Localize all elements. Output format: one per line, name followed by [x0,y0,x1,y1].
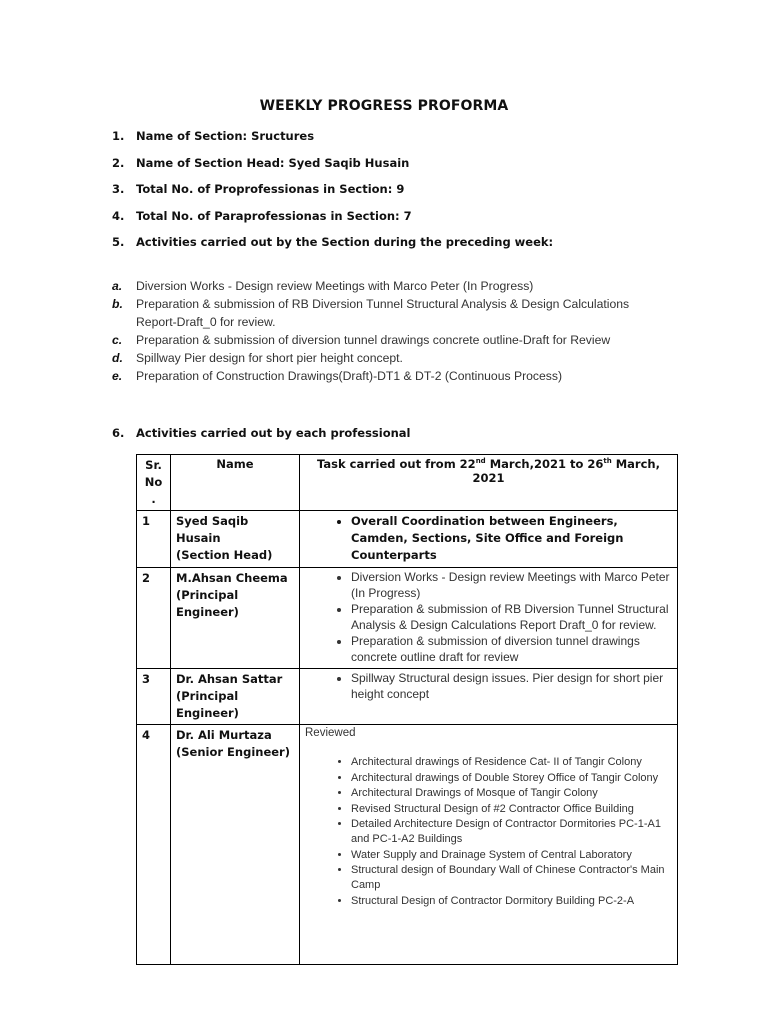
table-row [137,511,678,568]
task-item: • Overall Coordination between Engineers, Camden, Sections, Site Office and Foreign Counterparts [351,513,672,564]
item-number: 1. [112,129,125,143]
item-text: Activities carried out by the Section during the preceding week: [136,235,554,249]
item-number: 3. [112,182,125,196]
person-name: Dr. Ali Murtaza [176,728,272,742]
activity-item [112,331,672,349]
item-number: 2. [112,155,125,170]
activity-item [112,349,672,367]
header-task-text: March, 2021 [472,457,660,485]
reviewed-label: Reviewed [305,727,356,739]
header-name [171,455,300,511]
table-row [137,568,678,669]
item-text: Name of Section Head: Syed Saqib Husain [136,155,410,170]
numbered-item [112,129,712,156]
task-list [305,671,672,702]
person-role: (Principal Engineer) [176,588,239,619]
activity-letter: e. [112,369,123,383]
task-cell [300,568,678,669]
task-item: • Detailed Architecture Design of Contractor Dormitories PC-1-A1 and PC-1-A2 Buildings [351,817,672,847]
activity-letter: b. [112,297,123,311]
activity-text: Spillway Pier design for short pier height concept. [136,351,403,365]
task-cell [300,511,678,568]
header-name-text: Name [216,457,254,471]
sr-cell: 2 [137,568,171,669]
activity-letter: a. [112,279,123,293]
person-role: (Section Head) [176,548,273,562]
sr-cell: 4 [137,725,171,965]
task-list [305,755,672,909]
person-name: Syed Saqib Husain [176,514,249,545]
task-item: • Structural Design of Contractor Dormitory Building PC-2-A [351,894,672,909]
activity-text: Preparation & submission of diversion tunnel drawings concrete outline-Draft for Review [136,333,611,347]
item-number: 6. [112,426,125,440]
item-text: Name of Section: Sructures [136,129,315,143]
header-task-text: March,2021 to 26 [485,457,604,471]
task-item: • Architectural drawings of Double Storey Office of Tangir Colony [351,771,672,786]
task-item: • Architectural Drawings of Mosque of Tangir Colony [351,786,672,801]
task-item: • Preparation & submission of RB Diversion Tunnel Structural Analysis & Design Calculations Report Draft_0 for review. [351,602,672,633]
task-item: • Structural design of Boundary Wall of Chinese Contractor's Main Camp [351,863,672,893]
header-task-sup: th [603,457,612,466]
numbered-item [112,156,712,183]
item-number: 5. [112,235,125,249]
task-item: • Spillway Structural design issues. Pier design for short pier height concept [351,671,672,702]
activity-letter: d. [112,351,123,365]
person-role: (Senior Engineer) [176,745,290,759]
person-role: (Principal Engineer) [176,689,239,720]
item-number: 4. [112,208,125,223]
table-header-row [137,455,678,511]
task-item: • Preparation & submission of diversion tunnel drawings concrete outline draft for review [351,634,672,665]
task-item: • Water Supply and Drainage System of Central Laboratory [351,848,672,863]
activities-list [112,277,672,385]
person-name: M.Ahsan Cheema [176,571,288,585]
task-cell [300,669,678,725]
table-row [137,669,678,725]
task-item: • Diversion Works - Design review Meetings with Marco Peter (In Progress) [351,570,672,601]
activity-item [112,367,672,385]
document-title: WEEKLY PROGRESS PROFORMA [259,98,509,114]
header-sr-no [137,455,171,511]
table-row [137,725,678,965]
sr-cell: 3 [137,669,171,725]
name-cell [171,511,300,568]
activity-letter: c. [112,333,123,347]
task-list [305,513,672,564]
task-item: • Architectural drawings of Residence Cat- II of Tangir Colony [351,755,672,770]
sr-cell: 1 [137,511,171,568]
activity-text: Preparation of Construction Drawings(Draft)-DT1 & DT-2 (Continuous Process) [136,369,563,383]
task-cell [300,725,678,965]
numbered-item-6 [112,426,411,440]
numbered-item [112,209,712,236]
header-task-text: Task carried out from 22 [317,457,476,471]
activity-text: Diversion Works - Design review Meetings with Marco Peter (In Progress) [136,279,534,293]
name-cell [171,669,300,725]
item-text: Activities carried out by each professional [136,426,411,440]
task-item: • Revised Structural Design of #2 Contractor Office Building [351,802,672,817]
name-cell [171,725,300,965]
header-task-sup: nd [475,457,486,466]
person-name: Dr. Ahsan Sattar [176,672,283,686]
task-list [305,570,672,665]
numbered-item [112,182,712,209]
activity-text: Preparation & submission of RB Diversion Tunnel Structural Analysis & Design Calculations Report-Draft_0 for review. [136,297,630,329]
item-text: Total No. of Paraprofessionas in Section: 7 [136,208,412,223]
header-sr-no-text: Sr. No . [144,458,163,506]
name-cell [171,568,300,669]
numbered-item [112,235,712,262]
item-text: Total No. of Proprofessionas in Section: 9 [136,182,405,196]
numbered-list [112,129,712,262]
professional-activities-table [136,454,678,965]
activity-item [112,295,672,331]
activity-item [112,277,672,295]
header-task [300,455,678,511]
